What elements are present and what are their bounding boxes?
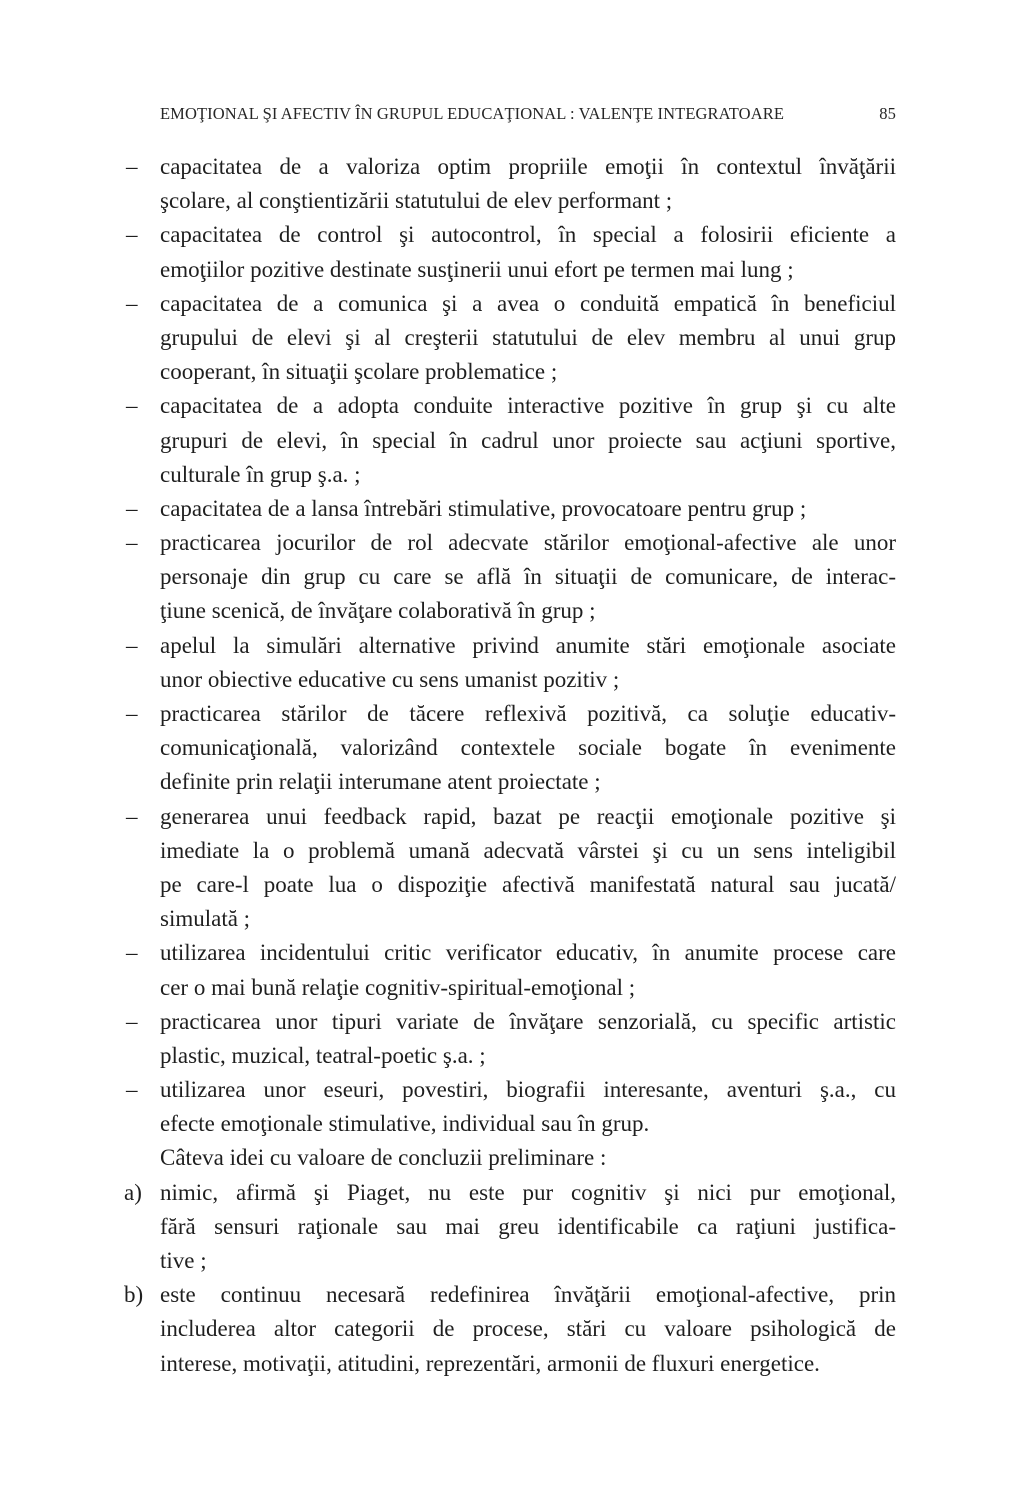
dash-bullet-icon: – [126,1008,138,1034]
dash-bullet-icon: – [126,1077,138,1103]
text-line: este continuu necesară redefinirea învăţării emoţional-afective, prin [160,1282,896,1308]
conclusion-item [124,1278,896,1381]
text-line: capacitatea de a comunica şi a avea o conduită empatică în beneficiul [160,290,896,316]
text-line: practicarea jocurilor de rol adecvate stărilor emoţional-afective ale unor [160,530,896,556]
bullet-item [124,526,896,629]
intro-paragraph [124,1141,896,1175]
page-number: 85 [879,104,896,123]
bullet-item [124,1073,896,1141]
running-header [160,104,896,124]
running-title: EMOŢIONAL ŞI AFECTIV ÎN GRUPUL EDUCAŢIONAL : VALENŢE INTEGRATOARE [160,104,785,123]
text-line: unor obiective educative cu sens umanist pozitiv ; [160,666,620,692]
text-line: cooperant, în situaţii şcolare problematice ; [160,359,558,385]
list-letter-marker: a) [124,1179,142,1205]
bullet-item [124,150,896,218]
text-line: grupului de elevi şi al creşterii statutului de elev membru al unui grup [160,324,896,350]
dash-bullet-icon: – [126,154,138,179]
text-line: tive ; [160,1248,207,1273]
dash-bullet-icon: – [126,632,138,658]
list-letter-marker: b) [124,1282,144,1308]
dash-bullet-icon: – [126,803,138,829]
dash-bullet-icon: – [126,940,138,966]
text-line: simulată ; [160,906,251,932]
text-line: interese, motivaţii, atitudini, reprezentări, armonii de fluxuri energetice. [160,1350,820,1376]
text-line: includerea altor categorii de procese, stări cu valoare psihologică de [160,1316,896,1342]
text-line: capacitatea de a lansa întrebări stimulative, provocatoare pentru grup ; [160,495,807,521]
text-line: imediate la o problemă umană adecvată vârstei şi cu un sens inteligibil [160,837,896,863]
bullet-item [124,287,896,390]
text-line: utilizarea unor eseuri, povestiri, biografii interesante, aventuri ş.a., cu [160,1077,896,1103]
bullet-item [124,800,896,937]
text-line: pe care-l poate lua o dispoziţie afectivă manifestată natural sau jucată/ [160,871,896,897]
text-line: cer o mai bună relaţie cognitiv-spiritual-emoţional ; [160,974,636,1000]
dash-bullet-icon: – [126,222,138,248]
dash-bullet-icon: – [126,530,138,556]
text-line: practicarea unor tipuri variate de învăţare senzorială, cu specific artistic [160,1008,896,1034]
dash-bullet-icon: – [126,495,138,521]
bullet-item [124,936,896,1004]
text-line: nimic, afirmă şi Piaget, nu este pur cognitiv şi nici pur emoţional, [160,1179,896,1205]
text-line: culturale în grup ş.a. ; [160,461,361,487]
text-line: comunicaţională, valorizând contextele sociale bogate în evenimente [160,735,896,761]
text-line: şcolare, al conştientizării statutului de elev performant ; [160,188,673,214]
dash-bullet-icon: – [126,290,138,316]
text-line: apelul la simulări alternative privind anumite stări emoţionale asociate [160,632,896,658]
text-line: emoţiilor pozitive destinate susţinerii unui efort pe termen mai lung ; [160,256,794,282]
text-line: plastic, muzical, teatral-poetic ş.a. ; [160,1042,486,1068]
text-line: grupuri de elevi, în special în cadrul unor proiecte sau acţiuni sportive, [160,427,896,453]
page-body [124,150,896,1381]
text-line: definite prin relaţii interumane atent proiectate ; [160,769,601,795]
text-line: utilizarea incidentului critic verificator educativ, în anumite procese care [160,940,896,966]
text-line: efecte emoţionale stimulative, individual sau în grup. [160,1111,650,1137]
bullet-item [124,389,896,492]
bullet-item [124,1005,896,1073]
text-line: capacitatea de control şi autocontrol, în special a folosirii eficiente a [160,222,896,248]
text-line: generarea unui feedback rapid, bazat pe reacţii emoţionale pozitive şi [160,803,896,829]
conclusion-item [124,1176,896,1279]
text-line: ţiune scenică, de învăţare colaborativă în grup ; [160,598,596,624]
bullet-item [124,492,896,526]
dash-bullet-icon: – [126,393,138,419]
bullet-item [124,218,896,286]
text-line: capacitatea de a adopta conduite interactive pozitive în grup şi cu alte [160,393,896,419]
text-line: Câteva idei cu valoare de concluzii preliminare : [160,1145,607,1171]
text-line: fără sensuri raţionale sau mai greu identificabile ca raţiuni justifica- [160,1213,896,1239]
text-line: practicarea stărilor de tăcere reflexivă pozitivă, ca soluţie educativ- [160,701,896,726]
text-line: personaje din grup cu care se află în situaţii de comunicare, de interac- [160,564,896,590]
bullet-item [124,697,896,800]
bullet-item [124,629,896,697]
text-line: capacitatea de a valoriza optim propriile emoţii în contextul învăţării [160,154,896,179]
dash-bullet-icon: – [126,701,138,726]
